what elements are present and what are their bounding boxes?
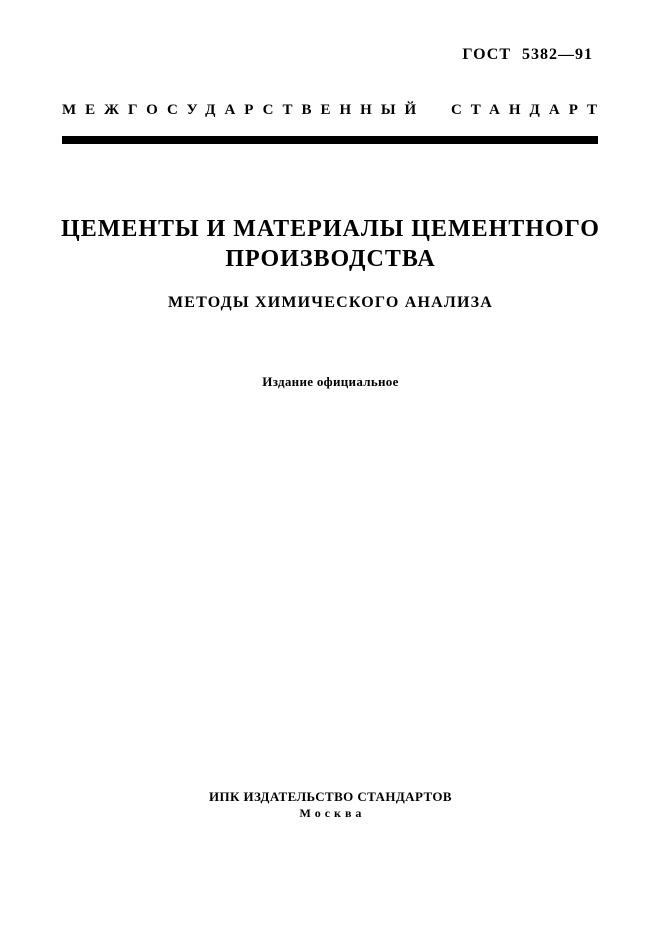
document-subtitle: МЕТОДЫ ХИМИЧЕСКОГО АНАЛИЗА — [167, 294, 494, 311]
document-title — [0, 214, 661, 274]
publisher-city: Москва — [299, 806, 366, 820]
standard-code: ГОСТ 5382—91 — [462, 46, 593, 63]
imprint-block — [0, 789, 661, 821]
standard-category-heading: МЕЖГОСУДАРСТВЕННЫЙ СТАНДАРТ — [62, 102, 607, 118]
edition-note: Издание официальное — [262, 374, 399, 389]
document-title-line-1: ЦЕМЕНТЫ И МАТЕРИАЛЫ ЦЕМЕНТНОГО — [61, 216, 600, 242]
thick-horizontal-rule — [62, 136, 598, 144]
document-title-line-2: ПРОИЗВОДСТВА — [225, 246, 436, 272]
publisher-name: ИПК ИЗДАТЕЛЬСТВО СТАНДАРТОВ — [209, 789, 452, 804]
